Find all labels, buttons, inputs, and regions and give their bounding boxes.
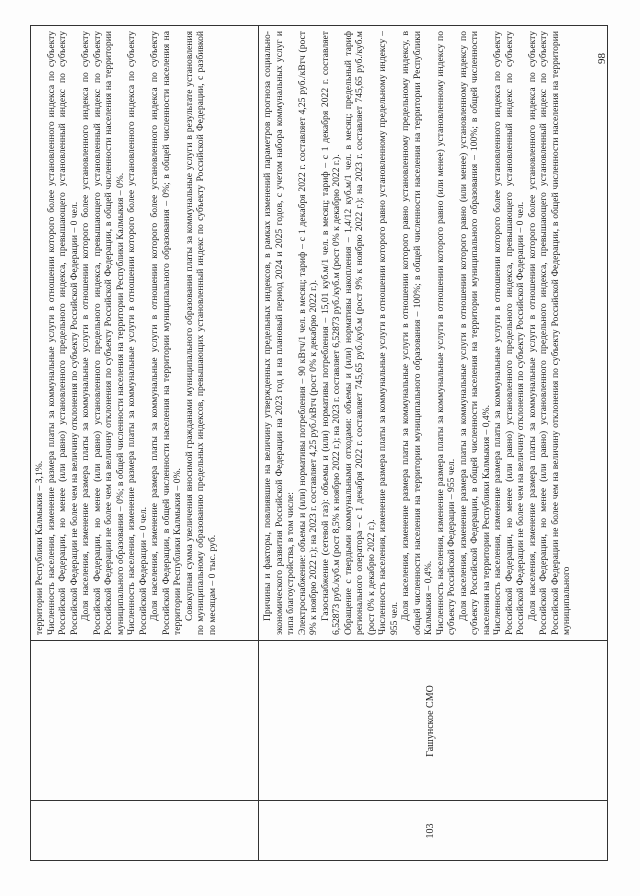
text-line: Доля населения, изменение размера платы за коммунальные услуги в отношении которого равно установленному предельному индексу, в общей численности населения на территории муниципального образования – 100%; в общей численности населения на территории Республики Калмыкия – 0,4%. [400, 31, 434, 635]
text-line: Численность населения, изменение размера платы за коммунальные услуги в отношении которого более установленного индекса по субъекту Российской Федерации – 0 чел. [126, 31, 149, 635]
column-divider-name [30, 640, 608, 641]
column-divider-number [30, 800, 608, 801]
row-divider [258, 25, 259, 861]
text-line: Газоснабжение (сетевой газ): объемы и (или) нормативы потребления – 15,01 куб.м/1 чел. в месяц; тариф – с 1 декабря 2022 г. составляет 6,52873 руб./куб.м (рост 8,5% к ноябрю 2022 г.); на 2023 г. составляет 6,52873 руб./куб.м (рост 0% к декабрю 2022 г.). [319, 31, 342, 635]
municipality-name: Гашунское СМО [425, 685, 436, 757]
page-number: 98 [596, 53, 608, 64]
text-line: Совокупная сумма увеличения вносимой гражданами муниципального образования платы за коммунальные услуги в результате установления по муниципальному образованию предельных индексов, превышающих установленный индекс по субъекту Российской Федерации, с разбивкой по месяцам – 0 тыс. руб. [183, 31, 218, 635]
text-line: Доля населения, изменение размера платы за коммунальные услуги в отношении которого более установленного индекса по субъекту Российской Федерации, но менее (или равно) установленного предельного индекса, превышающего установленный индекс по субъекту Российской Федерации не более чем на величину отклонения по субъекту Российской Федерации, в общей численности населения на территории муниципального образования – 0%; в общей численности населения на территории Республики Калмыкия – 0%. [80, 31, 126, 635]
row-number: 103 [425, 823, 436, 839]
text-line: Причины и факторы, повлиявшие на величину утвержденных предельных индексов, в рамках изменений параметров прогноза социально-экономического развития Российской Федерации на 2023 год и на плановый период 2024 и 2025 годов, с учетом набора коммунальных услуг и типа благоустройства, в том числе: [262, 31, 296, 635]
text-line: Доля населения, изменение размера платы за коммунальные услуги в отношении которого более установленного индекса по субъекту Российской Федерации, но менее (или равно) установленного предельного индекса, превышающего установленный индекс по субъекту Российской Федерации не более чем на величину отклонения по субъекту Российской Федерации, в общей численности населения на территории муниципального [526, 31, 572, 635]
previous-row-text [34, 31, 254, 635]
text-line: Обращение с твердыми коммунальными отходами: объемы и (или) нормативы накопления – 1,4/12 куб.м/1 чел. в месяц; предельный тариф регионального оператора – с 1 декабря 2022 г. составляет 745,65 руб./куб.м (рост 9% к ноябрю 2022 г.); на 2023 г. составляет 745,65 руб./куб.м (рост 0% к декабрю 2022 г.). [342, 31, 377, 635]
text-line: территории Республики Калмыкия – 3,1%. [34, 460, 45, 635]
rotated-table-sheet [30, 25, 608, 861]
text-line: Доля населения, изменение размера платы за коммунальные услуги в отношении которого равно (или менее) установленному индексу по субъекту Российской Федерации, в общей численности населения на территории муниципального образования – 100%; в общей численности населения на территории Республики Калмыкия – 0,4%. [457, 31, 492, 635]
text-line: Численность населения, изменение размера платы за коммунальные услуги в отношении которого равно установленному предельному индексу – 955 чел. [377, 31, 400, 635]
text-line: Доля населения, изменение размера платы за коммунальные услуги в отношении которого более установленного индекса по субъекту Российской Федерации, в общей численности населения на территории муниципального образования – 0%; в общей численности населения на территории Республики Калмыкия – 0%. [149, 31, 183, 635]
text-line: Численность населения, изменение размера платы за коммунальные услуги в отношении которого равно (или менее) установленному индексу по субъекту Российской Федерации – 955 чел. [434, 31, 457, 635]
text-line: Численность населения, изменение размера платы за коммунальные услуги в отношении которого более установленного индекса по субъекту Российской Федерации, но менее (или равно) установленного предельного индекса, превышающего установленный индекс по субъекту Российской Федерации не более чем на величину отклонения по субъекту Российской Федерации – 0 чел. [45, 31, 80, 635]
row-text [262, 31, 604, 635]
text-line: Численность населения, изменение размера платы за коммунальные услуги в отношении которого более установленного индекса по субъекту Российской Федерации, но менее (или равно) установленного предельного индекса, превышающего установленный индекс по субъекту Российской Федерации не более чем на величину отклонения по субъекту Российской Федерации – 0 чел. [492, 31, 526, 635]
text-line: Электроснабжение: объемы и (или) нормативы потребления – 90 кВтч/1 чел. в месяц; тариф – с 1 декабря 2022 г. составляет 4,25 руб./кВтч (рост 9% к ноябрю 2022 г.); на 2023 г. составляет 4,25 руб./кВтч (рост 0% к декабрю 2022 г.). [296, 31, 319, 635]
